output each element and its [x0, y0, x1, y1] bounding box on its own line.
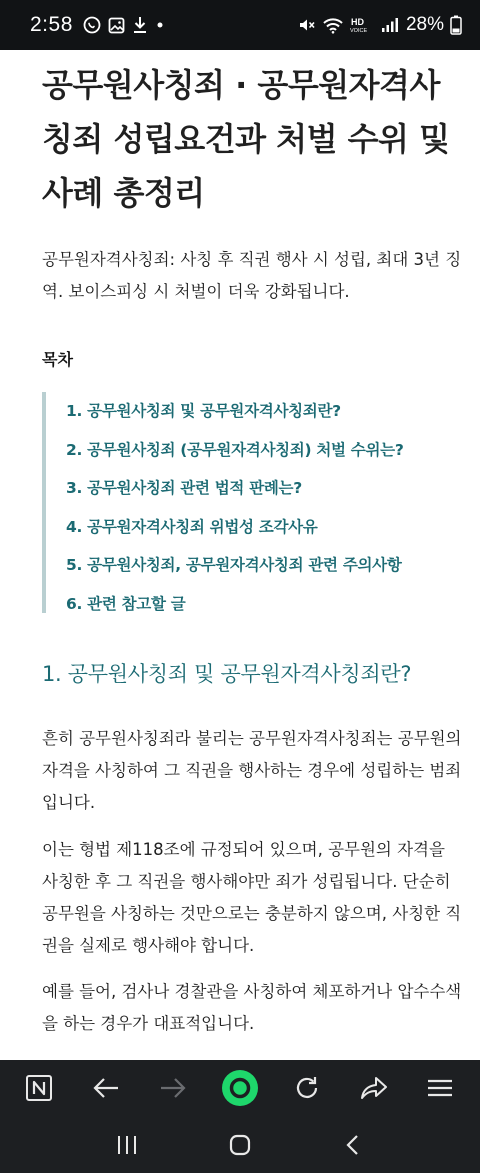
hd-voice-icon	[350, 16, 374, 34]
signal-icon	[380, 16, 400, 34]
naver-n-icon[interactable]	[14, 1063, 64, 1113]
back-icon[interactable]	[328, 1123, 378, 1167]
status-bar	[0, 0, 480, 50]
menu-icon[interactable]	[415, 1063, 465, 1113]
svg-text:HD: HD	[350, 17, 364, 27]
status-time: 2:58	[30, 13, 73, 36]
paragraph: 이는 형법 제118조에 규정되어 있으며, 공무원의 자격을 사칭한 후 그 직권을 행사해야만 죄가 성립됩니다. 단순히 공무원을 사칭하는 것만으로는 충분하지 않으며, 사칭한 직권을 실제로 행사해야 합니다.	[42, 840, 462, 955]
toc-item-6[interactable]: 6. 관련 참고할 글	[66, 594, 186, 613]
system-nav-bar	[0, 1116, 480, 1173]
toc-heading: 목차	[42, 350, 73, 369]
status-left-icons	[83, 16, 165, 34]
recent-apps-icon[interactable]	[102, 1123, 152, 1167]
mute-icon	[298, 16, 316, 34]
back-arrow-icon[interactable]	[81, 1063, 131, 1113]
refresh-icon[interactable]	[282, 1063, 332, 1113]
toc-item-5[interactable]: 5. 공무원사칭죄, 공무원자격사칭죄 관련 주의사항	[66, 556, 402, 574]
section-heading: 1. 공무원사칭죄 및 공무원자격사칭죄란?	[42, 662, 412, 686]
toc-item-2[interactable]: 2. 공무원사칭죄 (공무원자격사칭죄) 처벌 수위는?	[66, 440, 404, 459]
share-icon[interactable]	[349, 1063, 399, 1113]
forward-arrow-icon[interactable]	[148, 1063, 198, 1113]
green-home-icon[interactable]	[215, 1063, 265, 1113]
table-of-contents	[42, 392, 462, 613]
toc-item-4[interactable]: 4. 공무원자격사칭죄 위법성 조각사유	[66, 517, 318, 536]
paragraph: 예를 들어, 검사나 경찰관을 사칭하여 체포하거나 압수수색을 하는 경우가 대표적입니다.	[42, 982, 462, 1033]
article-intro: 공무원자격사칭죄: 사칭 후 직권 행사 시 성립, 최대 3년 징역. 보이스피싱 시 처벌이 더욱 강화됩니다.	[42, 250, 462, 301]
toc-item-1[interactable]: 1. 공무원사칭죄 및 공무원자격사칭죄란?	[66, 402, 341, 420]
battery-icon	[450, 15, 462, 35]
home-icon[interactable]	[215, 1123, 265, 1167]
wifi-icon	[322, 16, 344, 34]
whatsapp-icon	[83, 16, 101, 34]
svg-text:VOICE: VOICE	[349, 28, 368, 34]
toc-item-3[interactable]: 3. 공무원사칭죄 관련 법적 판례는?	[66, 479, 302, 497]
browser-toolbar	[0, 1060, 480, 1116]
paragraph: 흔히 공무원사칭죄라 불리는 공무원자격사칭죄는 공무원의 자격을 사칭하여 그 직권을 행사하는 경우에 성립하는 범죄입니다.	[42, 729, 462, 812]
status-right-icons	[298, 14, 462, 36]
download-icon	[132, 16, 148, 34]
article-title: 공무원사칭죄 · 공무원자격사칭죄 성립요건과 처벌 수위 및 사례 총정리	[42, 66, 450, 212]
battery-percent: 28%	[405, 14, 444, 35]
dot-icon	[155, 20, 165, 30]
article-content	[0, 50, 480, 1060]
gallery-icon	[108, 17, 125, 34]
